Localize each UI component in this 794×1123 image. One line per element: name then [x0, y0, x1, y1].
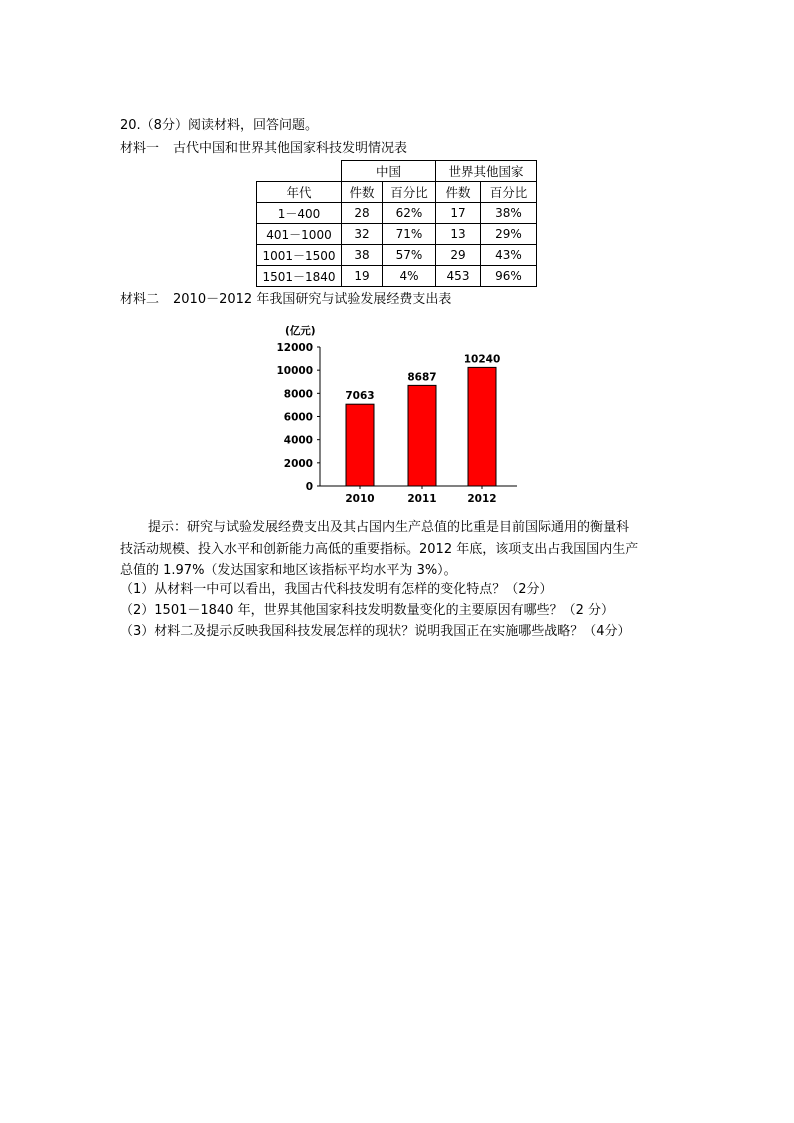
- table-row: [257, 266, 537, 287]
- material1-heading: [120, 139, 407, 159]
- table-cell: 38%: [481, 203, 537, 224]
- col-header-world-pct: 百分比: [481, 182, 537, 203]
- question-2: （2）1501－1840 年，世界其他国家科技发明数量变化的主要原因有哪些？（2 分）: [120, 603, 614, 618]
- material2-label: 材料二: [120, 292, 160, 307]
- material1-label: 材料一: [120, 141, 160, 156]
- table-cell: 71%: [383, 224, 436, 245]
- col-header-year: 年代: [257, 182, 342, 203]
- table-cell: 96%: [481, 266, 537, 287]
- bar-data-label: 10240: [463, 353, 501, 366]
- table-row: [257, 224, 537, 245]
- table-cell: 28: [342, 203, 383, 224]
- group-header-china: 中国: [342, 161, 436, 182]
- invention-table: [256, 160, 537, 287]
- tip-line-1: 提示：研究与试验发展经费支出及其占国内生产总值的比重是目前国际通用的衡量科: [148, 520, 630, 535]
- material2-title: 2010－2012 年我国研究与试验发展经费支出表: [173, 292, 452, 307]
- table-cell: 32: [342, 224, 383, 245]
- bar-2012: [468, 367, 496, 486]
- table-cell: 13: [436, 224, 481, 245]
- table-row: [257, 245, 537, 266]
- table-cell: 19: [342, 266, 383, 287]
- y-tick-label: 4000: [283, 434, 313, 447]
- material2-heading: [120, 290, 451, 310]
- y-tick-label: 12000: [276, 342, 313, 354]
- table-cell: 38: [342, 245, 383, 266]
- y-tick-label: 8000: [283, 388, 313, 401]
- y-tick-label: 2000: [283, 457, 313, 470]
- table-group-header-row: [257, 161, 537, 182]
- bar-2010: [346, 404, 374, 486]
- table-cell: 4%: [383, 266, 436, 287]
- col-header-china-count: 件数: [342, 182, 383, 203]
- col-header-china-pct: 百分比: [383, 182, 436, 203]
- bar-data-label: 8687: [407, 371, 437, 384]
- question-header: 20.（8分）阅读材料，回答问题。: [120, 118, 318, 133]
- tip-line-2: 技活动规模、投入水平和创新能力高低的重要指标。2012 年底，该项支出占我国国内生产: [120, 542, 639, 557]
- x-tick-label: 2012: [467, 493, 497, 505]
- bar-2011: [408, 385, 436, 486]
- table-cell: 1－400: [257, 203, 342, 224]
- table-cell: 57%: [383, 245, 436, 266]
- table-cell: 29: [436, 245, 481, 266]
- table-cell: 43%: [481, 245, 537, 266]
- y-tick-label: 10000: [276, 365, 313, 378]
- table-cell: 453: [436, 266, 481, 287]
- question-1: （1）从材料一中可以看出，我国古代科技发明有怎样的变化特点？（2分）: [120, 582, 553, 597]
- table-row: [257, 203, 537, 224]
- table-cell: 17: [436, 203, 481, 224]
- table-cell: 401－1000: [257, 224, 342, 245]
- y-tick-label: 0: [305, 481, 313, 493]
- table-cell: 29%: [481, 224, 537, 245]
- table-cell: 62%: [383, 203, 436, 224]
- x-tick-label: 2010: [345, 493, 375, 505]
- material1-title: 古代中国和世界其他国家科技发明情况表: [173, 141, 408, 156]
- table-cell: 1501－1840: [257, 266, 342, 287]
- table-cell: 1001－1500: [257, 245, 342, 266]
- tip-line-3: 总值的 1.97%（发达国家和地区该指标平均水平为 3%）。: [120, 563, 457, 578]
- table-corner-cell: [257, 161, 342, 182]
- bar-data-label: 7063: [345, 390, 375, 403]
- group-header-world: 世界其他国家: [436, 161, 537, 182]
- rd-expenditure-bar-chart: [270, 320, 530, 510]
- chart-y-unit-label: (亿元): [285, 325, 316, 337]
- table-column-header-row: [257, 182, 537, 203]
- y-tick-label: 6000: [283, 411, 313, 424]
- col-header-world-count: 件数: [436, 182, 481, 203]
- x-tick-label: 2011: [407, 493, 437, 505]
- question-3: （3）材料二及提示反映我国科技发展怎样的现状？说明我国正在实施哪些战略？（4分）: [120, 624, 631, 639]
